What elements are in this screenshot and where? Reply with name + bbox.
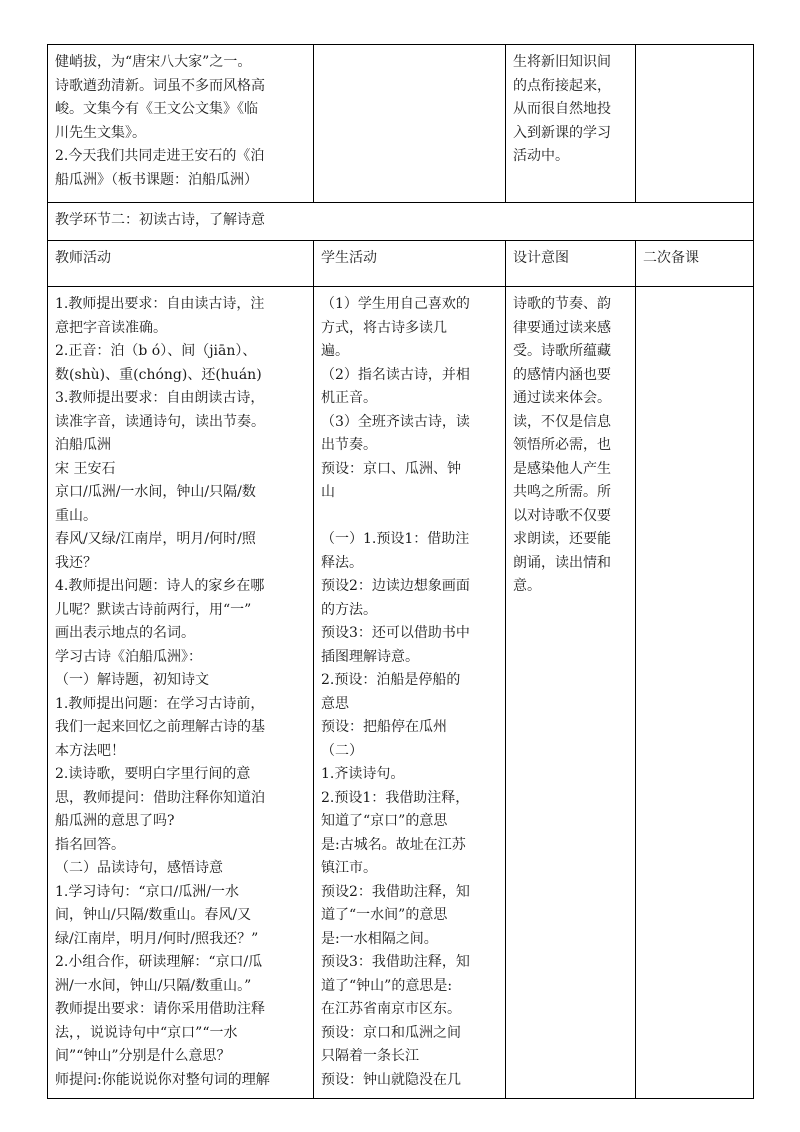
teacher-text-line: 2.读诗歌，要明白字里行间的意 xyxy=(55,766,251,782)
teacher-text-line: 绿/江南岸，明月/何时/照我还？” xyxy=(55,930,259,947)
intent-text-line: 生将新旧知识间 xyxy=(513,54,611,70)
intent-text-line: 通过读来体会。 xyxy=(513,390,611,406)
header-row xyxy=(48,241,754,287)
teacher-text-line: 船瓜洲》（板书课题：泊船瓜洲） xyxy=(55,171,258,188)
teacher-text-line: （一）解诗题，初知诗文 xyxy=(55,672,209,688)
intent-text-line: 意。 xyxy=(513,578,541,594)
teacher-text-line: 泊船瓜洲 xyxy=(55,437,111,453)
teacher-text-line: 法，，说说诗句中“京口”“一水 xyxy=(55,1024,238,1041)
teacher-text-line: 洲/一水间，钟山/只隔/数重山。” xyxy=(55,977,252,994)
intent-text-line: 律要通过读来感 xyxy=(513,319,611,336)
teacher-text-line: 我们一起来回忆之前理解古诗的基 xyxy=(55,719,265,735)
student-text-line: 1.齐读诗句。 xyxy=(321,766,405,782)
student-text-line: 预设3：还可以借助书中 xyxy=(321,625,470,641)
teacher-text-line: 4.教师提出问题：诗人的家乡在哪 xyxy=(55,578,265,594)
student-text-line: 预设2：我借助注释，知 xyxy=(321,883,470,900)
teacher-text-line: 教师提出要求：请你采用借助注释 xyxy=(55,1001,265,1017)
teacher-text-line: 1.学习诗句：“京口/瓜洲/一水 xyxy=(55,883,239,900)
teacher-cell-continued xyxy=(48,45,314,203)
student-text-line: 山 xyxy=(321,484,335,500)
intent-text-line: 以对诗歌不仅要 xyxy=(513,507,611,524)
intent-text-line: 是感染他人产生 xyxy=(513,460,611,477)
teacher-text-line: 2.正音：泊（b ó）、间（jiān）、 xyxy=(55,343,257,359)
student-text-line: （一）1.预设1：借助注 xyxy=(321,531,470,547)
teacher-activity-text xyxy=(55,293,306,1092)
student-text-line: 机正音。 xyxy=(321,390,377,406)
intent-text-line: 从而很自然地投 xyxy=(513,101,611,117)
student-text-line: 道了“钟山”的意思是: xyxy=(321,977,453,994)
intent-text-line: 领悟所必需，也 xyxy=(513,437,611,453)
student-text-line: 方式，将古诗多读几 xyxy=(321,319,447,336)
teacher-text-line: 我还？ xyxy=(55,554,97,571)
intent-text-line: 的点衔接起来， xyxy=(513,77,611,94)
teacher-continued-text xyxy=(55,51,306,192)
student-text-line: 在江苏省南京市区东。 xyxy=(321,1001,461,1017)
lesson-plan-table xyxy=(47,44,754,1099)
teacher-text-line: 画出表示地点的名词。 xyxy=(55,625,195,641)
student-text-line: 预设：京口和瓜洲之间 xyxy=(321,1024,461,1041)
student-activity-cell xyxy=(314,287,506,1099)
intent-text-line: 朗诵，读出情和 xyxy=(513,554,611,571)
teacher-text-line: 意把字音读准确。 xyxy=(55,319,167,336)
student-text-line: 的方法。 xyxy=(321,601,377,618)
student-text-line: 意思 xyxy=(321,695,349,712)
teacher-text-line: 师提问:你能说说你对整句词的理解 xyxy=(55,1071,270,1088)
student-text-line: 释法。 xyxy=(321,554,363,571)
student-text-line: （2）指名读古诗，并相 xyxy=(321,366,470,383)
teacher-text-line: 船瓜洲的意思了吗? xyxy=(55,813,175,829)
teacher-text-line: 指名回答。 xyxy=(55,836,125,853)
student-text-line: 2.预设：泊船是停船的 xyxy=(321,672,461,688)
student-text-line: 插图理解诗意。 xyxy=(321,648,419,665)
student-cell-continued xyxy=(314,45,506,203)
intent-text-line: 共鸣之所需。所 xyxy=(513,484,611,500)
teacher-text-line: 2.今天我们共同走进王安石的《泊 xyxy=(55,148,265,164)
student-text-line: 道了“一水间”的意思 xyxy=(321,907,448,923)
intent-text-line: 的感情内涵也要 xyxy=(513,366,611,383)
design-intent-cell xyxy=(506,287,636,1099)
teacher-text-line: 宋 王安石 xyxy=(55,460,116,477)
intent-text-line: 入到新课的学习 xyxy=(513,124,611,141)
segment-row xyxy=(48,203,754,241)
student-text-line: 预设：钟山就隐没在几 xyxy=(321,1071,461,1088)
header-design-intent: 设计意图 xyxy=(506,241,636,287)
header-student-activity: 学生活动 xyxy=(314,241,506,287)
student-text-line: 是:一水相隔之间。 xyxy=(321,930,438,947)
teacher-text-line: 学习古诗《泊船瓜洲》： xyxy=(55,648,202,665)
teacher-text-line: 2.小组合作，研读理解：“京口/瓜 xyxy=(55,954,263,970)
teacher-text-line: 3.教师提出要求：自由朗读古诗， xyxy=(55,390,265,406)
teacher-text-line: 思，教师提问：借助注释你知道泊 xyxy=(55,789,265,806)
student-text-line: （二） xyxy=(321,742,363,759)
student-text-line: 是:古城名。故址在江苏 xyxy=(321,836,466,853)
teacher-text-line: 京口/瓜洲/一水间，钟山/只隔/数 xyxy=(55,484,256,500)
teacher-text-line: 川先生文集》。 xyxy=(55,124,146,141)
teacher-text-line: 本方法吧！ xyxy=(55,742,125,759)
intent-text-line: 受。诗歌所蕴藏 xyxy=(513,343,611,359)
student-text-line: 只隔着一条长江 xyxy=(321,1048,419,1064)
teacher-text-line: 重山。 xyxy=(55,507,97,524)
student-text-line: 预设：京口、瓜洲、钟 xyxy=(321,460,461,477)
teacher-text-line: （二）品读诗句，感悟诗意 xyxy=(55,860,223,876)
segment-title: 教学环节二：初读古诗，了解诗意 xyxy=(48,203,754,241)
student-text-line xyxy=(321,505,498,529)
teacher-text-line: 间，钟山/只隔/数重山。春风/又 xyxy=(55,907,252,923)
student-text-line: 预设：把船停在瓜州 xyxy=(321,719,447,735)
teacher-text-line: 数(shù)、重(chóng)、还(huán) xyxy=(55,366,262,383)
teacher-text-line: 诗歌遒劲清新。词虽不多而风格高 xyxy=(55,77,265,94)
student-text-line: 预设2：边读边想象画面 xyxy=(321,578,470,594)
intent-text-line: 求朗读，还要能 xyxy=(513,531,611,547)
second-prep-cell xyxy=(636,287,754,1099)
teacher-text-line: 峻。文集今有《王文公文集》《临 xyxy=(55,101,258,117)
continued-row xyxy=(48,45,754,203)
teacher-activity-cell xyxy=(48,287,314,1099)
teacher-text-line: 读准字音，读通诗句，读出节奏。 xyxy=(55,413,265,430)
student-text-line: 知道了“京口”的意思 xyxy=(321,813,448,829)
student-activity-text xyxy=(321,293,498,1092)
intent-text-line: 活动中。 xyxy=(513,148,569,164)
intent-cell-continued xyxy=(506,45,636,203)
intent-continued-text xyxy=(513,51,628,169)
intent-text-line: 诗歌的节奏、韵 xyxy=(513,296,611,312)
body-row xyxy=(48,287,754,1099)
student-text-line: 出节奏。 xyxy=(321,437,377,453)
teacher-text-line: 1.教师提出问题：在学习古诗前， xyxy=(55,695,265,712)
student-text-line: （3）全班齐读古诗，读 xyxy=(321,413,470,430)
header-second-prep: 二次备课 xyxy=(636,241,754,287)
teacher-text-line: 健峭拔，为“唐宋八大家”之一。 xyxy=(55,54,252,70)
student-text-line: 预设3：我借助注释，知 xyxy=(321,954,470,970)
intent-text-line: 读，不仅是信息 xyxy=(513,413,611,430)
teacher-text-line: 1.教师提出要求：自由读古诗，注 xyxy=(55,296,265,312)
design-intent-text xyxy=(513,293,628,599)
header-teacher-activity: 教师活动 xyxy=(48,241,314,287)
notes-cell-continued xyxy=(636,45,754,203)
teacher-text-line: 间”“钟山”分别是什么意思？ xyxy=(55,1048,231,1064)
student-text-line: 遍。 xyxy=(321,343,349,359)
teacher-text-line: 春风/又绿/江南岸，明月/何时/照 xyxy=(55,531,256,547)
student-text-line: （1）学生用自己喜欢的 xyxy=(321,296,470,312)
student-text-line: 2.预设1：我借助注释， xyxy=(321,789,470,806)
teacher-text-line: 儿呢？默读古诗前两行，用“一” xyxy=(55,601,252,618)
student-text-line: 镇江市。 xyxy=(321,860,377,876)
